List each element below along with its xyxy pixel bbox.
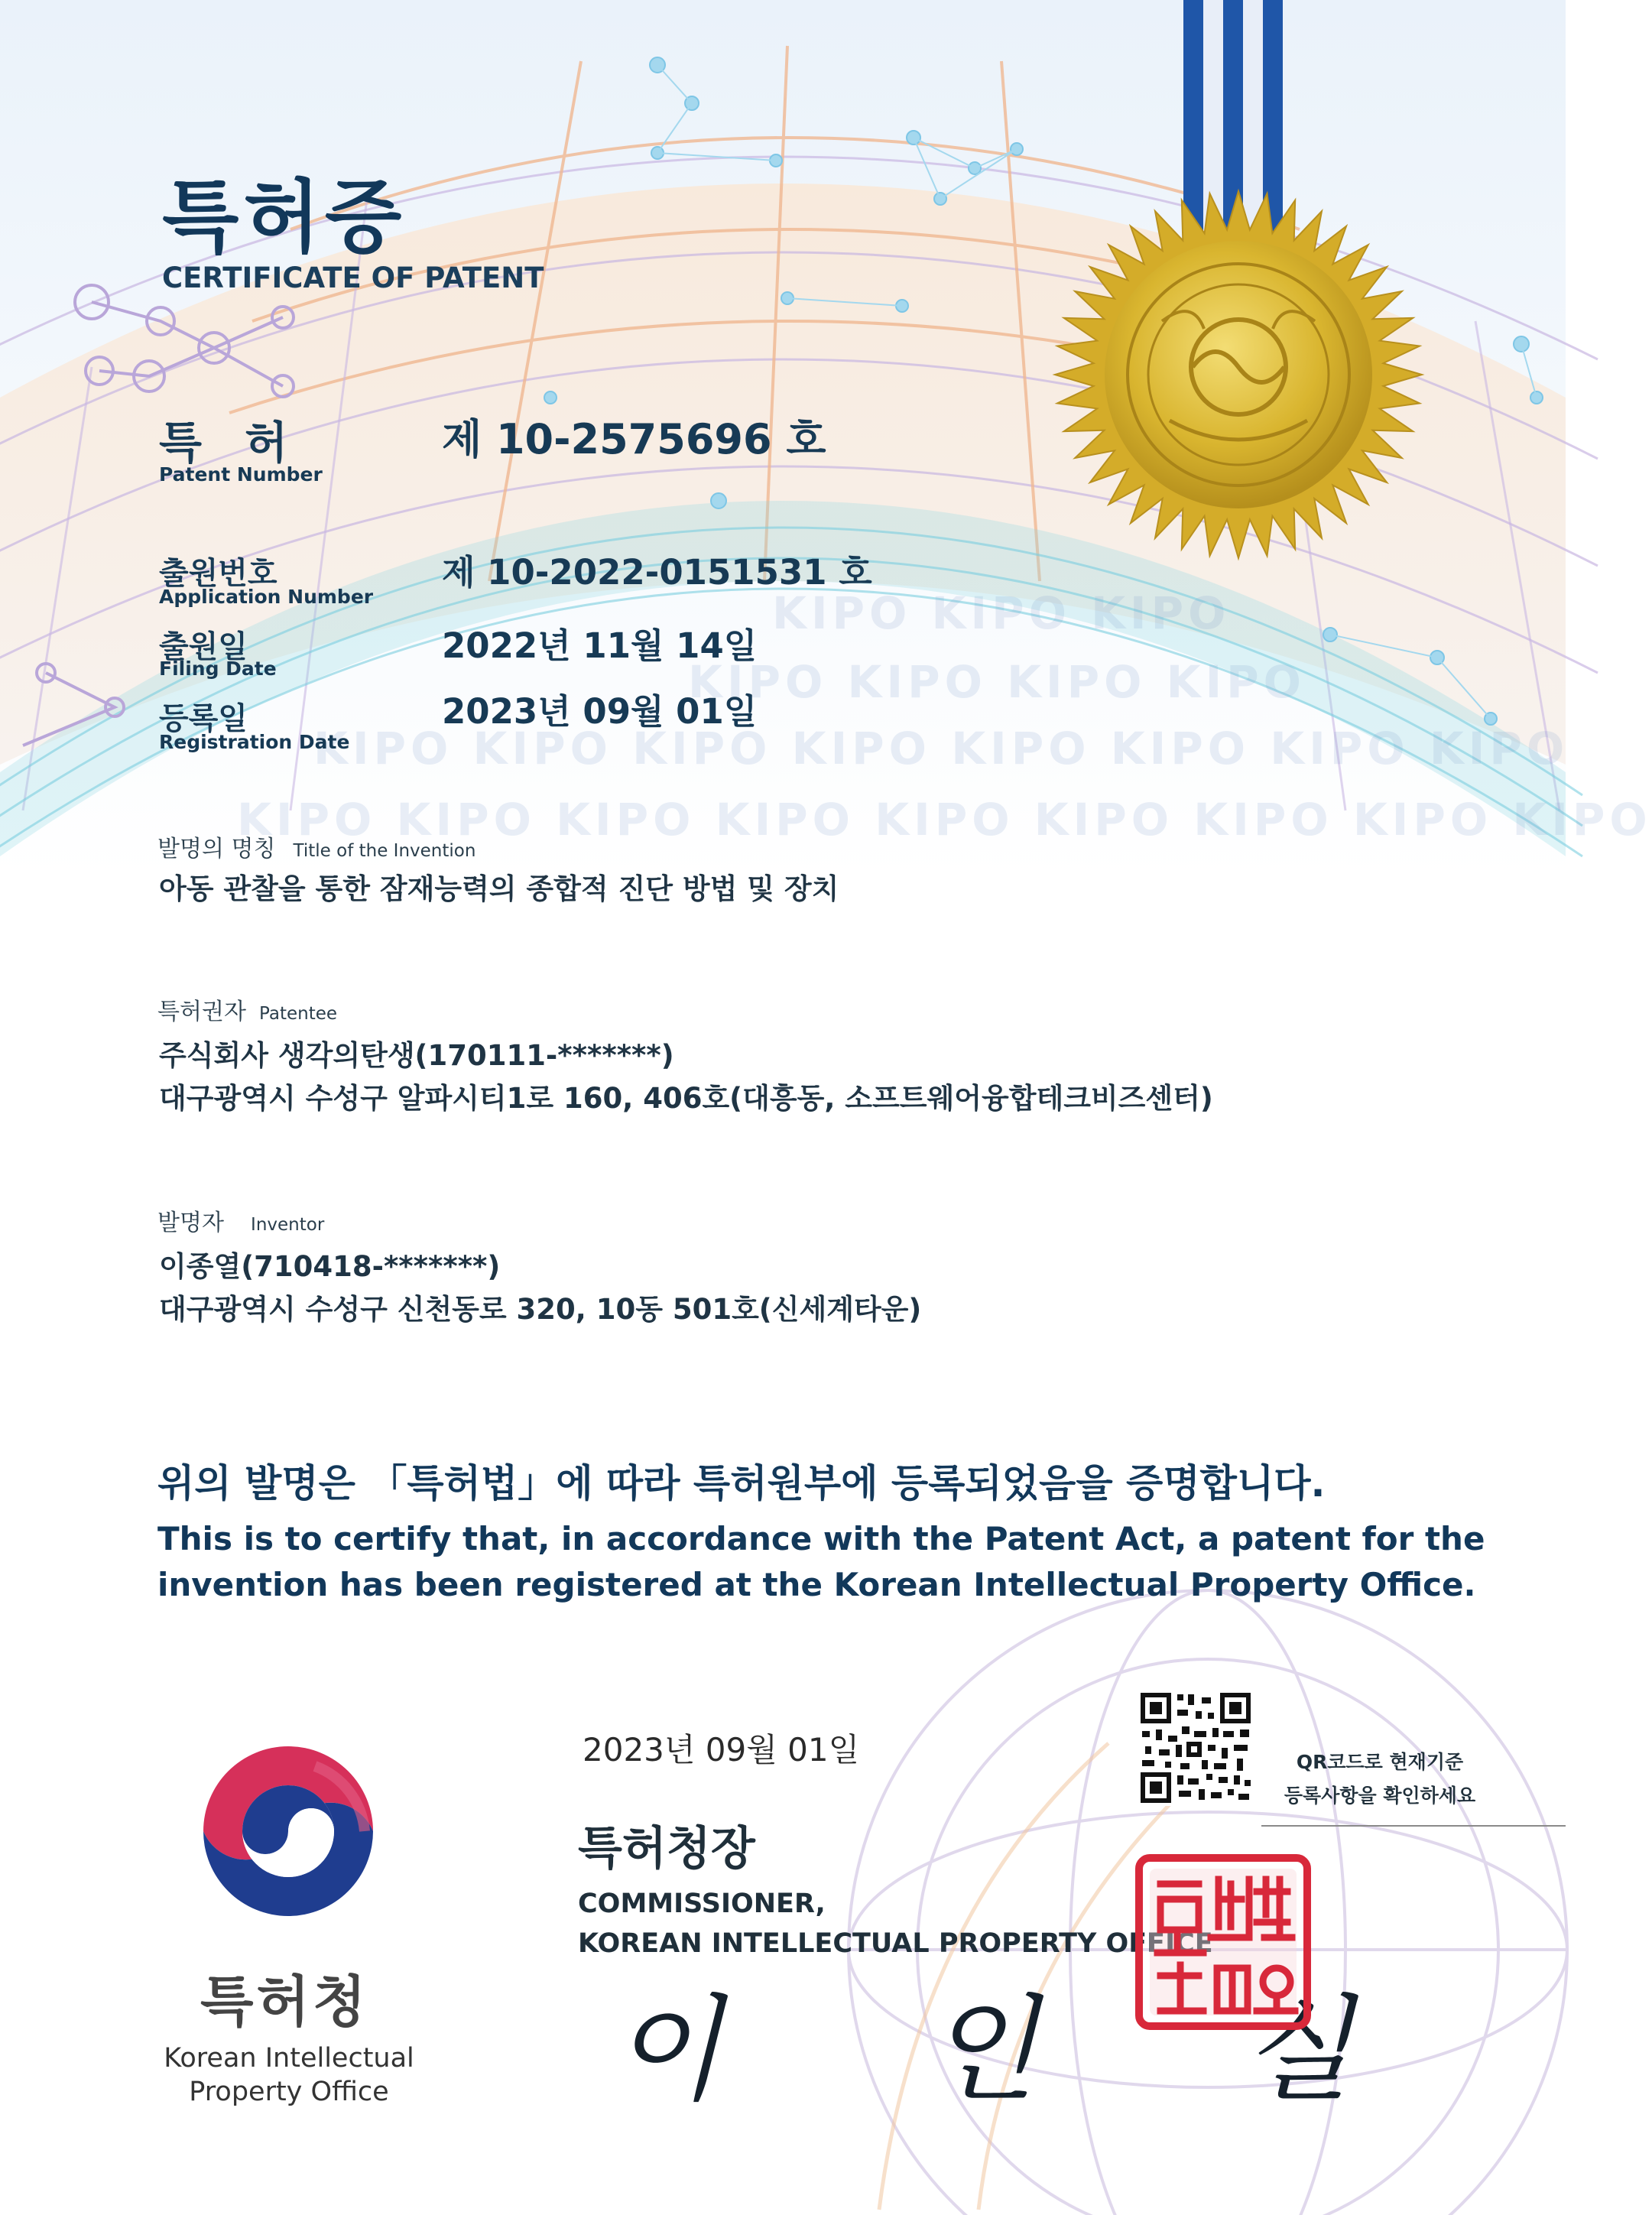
commissioner-title-ko: 특허청장 bbox=[578, 1822, 755, 1876]
certification-ko: 위의 발명은 「특허법」에 따라 특허원부에 등록되었음을 증명합니다. bbox=[157, 1461, 1326, 1505]
office-name-ko: 특허청 bbox=[200, 1970, 369, 2034]
watermark-row: KIPO KIPO KIPO KIPO bbox=[688, 656, 1306, 708]
patent-label-en: Patent Number bbox=[159, 463, 323, 486]
commissioner-signature: 이 인 실 bbox=[612, 1984, 1438, 2117]
kipo-taegeuk-logo-icon bbox=[193, 1736, 384, 1927]
qr-note bbox=[1265, 1747, 1495, 1808]
qr-code-icon[interactable] bbox=[1138, 1690, 1254, 1806]
watermark-row: KIPO KIPO KIPO KIPO KIPO KIPO KIPO KIPO bbox=[313, 723, 1569, 775]
application-label-ko: 출원번호 bbox=[159, 556, 277, 591]
patentee-name: 주식회사 생각의탄생(170111-*******) bbox=[159, 1039, 674, 1072]
office-name-en-line1: Korean Intellectual bbox=[164, 2043, 414, 2074]
watermark-row: KIPO KIPO KIPO bbox=[772, 587, 1231, 639]
inventor-label bbox=[157, 1203, 324, 1237]
registration-label-en: Registration Date bbox=[159, 731, 350, 753]
patentee-label-ko: 특허권자 bbox=[157, 999, 246, 1025]
patentee-label-en: Patentee bbox=[259, 1004, 338, 1024]
patent-number: 제 10-2575696 호 bbox=[442, 415, 826, 463]
commissioner-title-en-line2: KOREAN INTELLECTUAL PROPERTY OFFICE bbox=[578, 1928, 1213, 1959]
certificate-title-en: CERTIFICATE OF PATENT bbox=[162, 261, 544, 294]
inventor-label-en: Inventor bbox=[251, 1215, 325, 1235]
certificate-title-ko: 특허증 bbox=[162, 171, 407, 264]
invention-label-ko: 발명의 명칭 bbox=[157, 836, 276, 862]
patentee-address: 대구광역시 수성구 알파시티1로 160, 406호(대흥동, 소프트웨어융합테크비즈센터) bbox=[159, 1082, 1213, 1115]
divider bbox=[1261, 1825, 1566, 1827]
official-seal-stamp bbox=[1134, 1853, 1312, 2031]
registration-date: 2023년 09월 01일 bbox=[442, 691, 758, 732]
qr-note-line2: 등록사항을 확인하세요 bbox=[1284, 1785, 1476, 1807]
registration-label-ko: 등록일 bbox=[159, 701, 248, 736]
issue-date: 2023년 09월 01일 bbox=[583, 1731, 860, 1768]
invention-title: 아동 관찰을 통한 잠재능력의 종합적 진단 방법 및 장치 bbox=[159, 872, 839, 905]
office-name-en bbox=[136, 2043, 442, 2107]
invention-label-en: Title of the Invention bbox=[293, 841, 476, 861]
inventor-address: 대구광역시 수성구 신천동로 320, 10동 501호(신세계타운) bbox=[159, 1293, 922, 1326]
inventor-label-ko: 발명자 bbox=[157, 1210, 224, 1236]
office-name-en-line2: Property Office bbox=[189, 2077, 389, 2107]
filing-date: 2022년 11월 14일 bbox=[442, 625, 758, 666]
patent-label-ko: 특 허 bbox=[159, 417, 302, 469]
certification-en-line1: This is to certify that, in accordance with the Patent Act, a patent for the bbox=[157, 1520, 1485, 1557]
gold-seal-icon bbox=[1040, 191, 1437, 558]
invention-label bbox=[157, 830, 475, 863]
application-number: 제 10-2022-0151531 호 bbox=[442, 552, 872, 593]
watermark-row: KIPO KIPO KIPO KIPO KIPO KIPO KIPO KIPO KIPO bbox=[237, 794, 1652, 846]
certification-en-line2: invention has been registered at the Korean Intellectual Property Office. bbox=[157, 1566, 1476, 1603]
application-label-en: Application Number bbox=[159, 586, 374, 608]
filing-label-en: Filing Date bbox=[159, 658, 277, 680]
commissioner-title-en-line1: COMMISSIONER, bbox=[578, 1889, 826, 1919]
inventor-name: 이종열(710418-*******) bbox=[159, 1250, 501, 1283]
qr-note-line1: QR코드로 현재기준 bbox=[1296, 1751, 1464, 1773]
filing-label-ko: 출원일 bbox=[159, 629, 248, 664]
patentee-label bbox=[157, 992, 337, 1026]
